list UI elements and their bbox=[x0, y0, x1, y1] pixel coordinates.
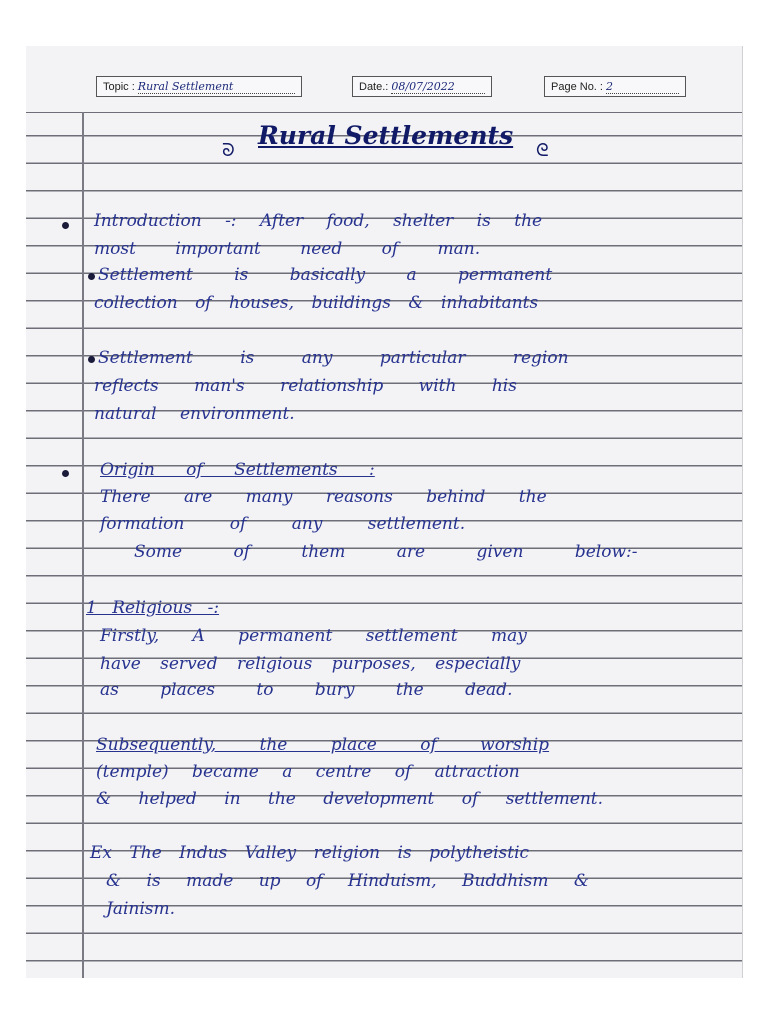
page-value: 2 bbox=[606, 80, 679, 94]
text-line: Firstly, A permanent settlement may bbox=[100, 626, 527, 646]
text-line: reflects man's relationship with his bbox=[94, 376, 517, 396]
topic-field bbox=[96, 76, 302, 97]
text-line: & is made up of Hinduism, Buddhism & bbox=[106, 871, 589, 891]
page-header bbox=[26, 46, 742, 113]
notebook-page bbox=[26, 46, 743, 978]
text-line: Some of them are given below:- bbox=[134, 542, 638, 562]
text-line: (temple) became a centre of attraction bbox=[96, 762, 520, 782]
text-line: Subsequently, the place of worship bbox=[96, 735, 550, 755]
page-title: Rural Settlements bbox=[258, 121, 514, 150]
text-line: & helped in the development of settlement. bbox=[96, 789, 604, 809]
text-line: natural environment. bbox=[94, 404, 295, 424]
text-line: collection of houses, buildings & inhabitants bbox=[94, 293, 539, 313]
date-label: Date.: bbox=[359, 80, 389, 93]
flourish-right-icon: ᘓ bbox=[536, 140, 549, 161]
text-line: formation of any settlement. bbox=[100, 514, 466, 534]
bullet-icon bbox=[88, 356, 95, 363]
section-heading: 1 Religious -: bbox=[86, 598, 220, 618]
text-line: Introduction -: After food, shelter is the bbox=[94, 211, 543, 231]
date-field bbox=[352, 76, 492, 97]
text-line: There are many reasons behind the bbox=[100, 487, 547, 507]
bullet-icon bbox=[88, 273, 95, 280]
bullet-icon bbox=[62, 222, 69, 229]
margin-line bbox=[82, 112, 84, 978]
text-line: most important need of man. bbox=[94, 239, 481, 259]
flourish-left-icon: ᘐ bbox=[222, 140, 235, 161]
section-heading: Origin of Settlements : bbox=[100, 460, 375, 480]
text-line: Settlement is basically a permanent bbox=[98, 265, 553, 285]
page-number-field bbox=[544, 76, 686, 97]
text-line: Jainism. bbox=[106, 899, 176, 919]
text-line: as places to bury the dead. bbox=[100, 680, 513, 700]
text-line: have served religious purposes, especially bbox=[100, 654, 521, 674]
topic-value: Rural Settlement bbox=[138, 80, 295, 94]
example-line: Ex The Indus Valley religion is polytheistic bbox=[90, 843, 530, 863]
page-label: Page No. : bbox=[551, 80, 603, 93]
date-value: 08/07/2022 bbox=[391, 80, 485, 94]
bullet-icon bbox=[62, 470, 69, 477]
topic-label: Topic : bbox=[103, 80, 135, 93]
text-line: Settlement is any particular region bbox=[98, 348, 569, 368]
